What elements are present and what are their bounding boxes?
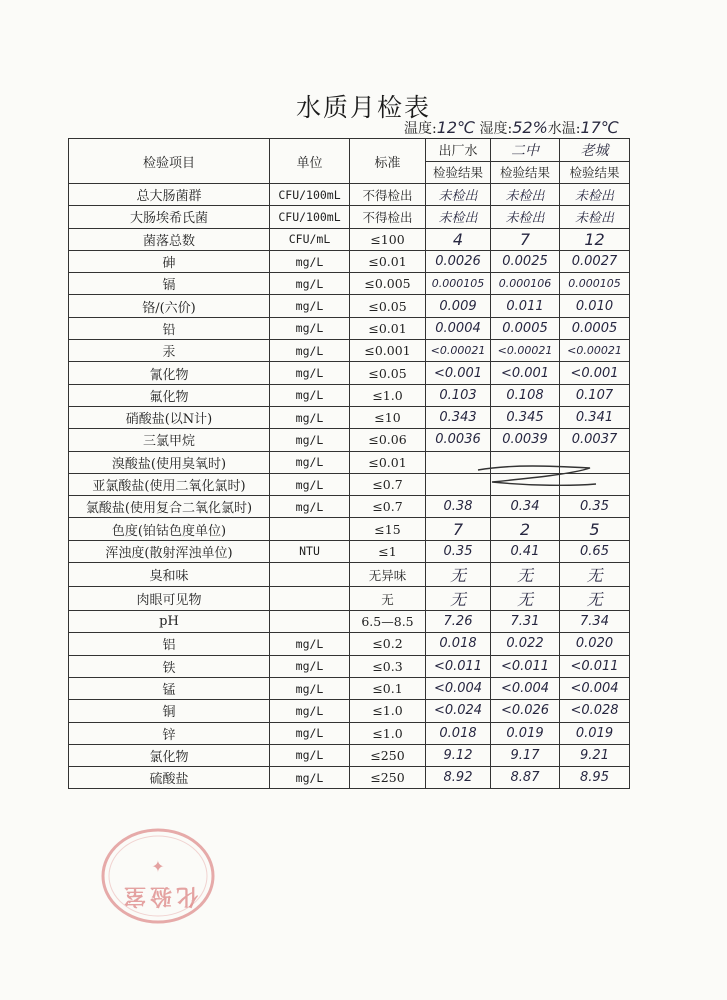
result-site-2: 9.17 <box>491 744 560 766</box>
unit-cell: mg/L <box>270 317 350 339</box>
result-site-3: 0.0027 <box>560 250 630 272</box>
result-site-2: 0.34 <box>491 496 560 518</box>
table-row <box>69 340 630 362</box>
table-row <box>69 406 630 428</box>
result-site-3: <0.001 <box>560 362 630 384</box>
result-site-1: 0.0026 <box>426 250 491 272</box>
conditions-line <box>404 118 644 138</box>
standard-cell: ≤0.3 <box>350 655 426 677</box>
test-item: 铬/(六价) <box>69 295 270 317</box>
standard-cell: ≤15 <box>350 518 426 540</box>
test-item: 菌落总数 <box>69 228 270 250</box>
result-site-2: 0.0039 <box>491 429 560 451</box>
result-site-2: 0.000106 <box>491 273 560 295</box>
standard-cell: 无异味 <box>350 563 426 587</box>
standard-cell: ≤0.7 <box>350 473 426 495</box>
table-row <box>69 184 630 206</box>
test-item: 亚氯酸盐(使用二氧化氯时) <box>69 473 270 495</box>
table-row <box>69 700 630 722</box>
result-site-2: <0.011 <box>491 655 560 677</box>
header-result-2: 检验结果 <box>491 161 560 184</box>
test-item: 铝 <box>69 633 270 655</box>
temperature-value: 12℃ <box>436 118 476 137</box>
unit-cell: mg/L <box>270 295 350 317</box>
table-row <box>69 540 630 562</box>
result-site-2: 0.0025 <box>491 250 560 272</box>
result-site-2: <0.00021 <box>491 340 560 362</box>
table-row <box>69 429 630 451</box>
result-site-1: 无 <box>426 563 491 587</box>
result-site-3: 8.95 <box>560 767 630 789</box>
svg-text:✦: ✦ <box>151 857 165 876</box>
test-item: 汞 <box>69 340 270 362</box>
page-title: 水质月检表 <box>295 93 431 122</box>
table-row <box>69 518 630 540</box>
standard-cell: 不得检出 <box>350 184 426 206</box>
result-site-2: 0.0005 <box>491 317 560 339</box>
table-row <box>69 362 630 384</box>
result-site-3: 0.107 <box>560 384 630 406</box>
table-row <box>69 563 630 587</box>
table-row <box>69 633 630 655</box>
test-item: 铅 <box>69 317 270 339</box>
result-site-2: 未检出 <box>491 184 560 206</box>
test-item: 臭和味 <box>69 563 270 587</box>
unit-cell: mg/L <box>270 273 350 295</box>
result-site-2: 0.019 <box>491 722 560 744</box>
standard-cell: ≤0.05 <box>350 362 426 384</box>
test-item: 色度(铂钴色度单位) <box>69 518 270 540</box>
unit-cell <box>270 611 350 633</box>
result-site-2: 0.108 <box>491 384 560 406</box>
result-site-3: 12 <box>560 228 630 250</box>
standard-cell: ≤250 <box>350 767 426 789</box>
header-standard: 标准 <box>350 139 426 184</box>
result-site-1: 7 <box>426 518 491 540</box>
test-item: 氯化物 <box>69 744 270 766</box>
test-item: 铁 <box>69 655 270 677</box>
result-site-3: 无 <box>560 563 630 587</box>
result-site-2: 2 <box>491 518 560 540</box>
test-item: 总大肠菌群 <box>69 184 270 206</box>
standard-cell: ≤0.01 <box>350 451 426 473</box>
result-site-2: 0.022 <box>491 633 560 655</box>
result-site-1: 0.0004 <box>426 317 491 339</box>
table-row <box>69 295 630 317</box>
test-item: 肉眼可见物 <box>69 587 270 611</box>
official-seal <box>98 826 218 926</box>
standard-cell: ≤10 <box>350 406 426 428</box>
unit-cell: mg/L <box>270 744 350 766</box>
table-row <box>69 677 630 699</box>
result-site-3: 0.019 <box>560 722 630 744</box>
result-site-3: 0.010 <box>560 295 630 317</box>
result-site-1: <0.001 <box>426 362 491 384</box>
header-unit: 单位 <box>270 139 350 184</box>
result-site-3: <0.00021 <box>560 340 630 362</box>
test-item: 大肠埃希氏菌 <box>69 206 270 228</box>
unit-cell: mg/L <box>270 677 350 699</box>
result-site-3: 0.35 <box>560 496 630 518</box>
test-item: 氟化物 <box>69 384 270 406</box>
test-item: 氰化物 <box>69 362 270 384</box>
result-site-1: 无 <box>426 587 491 611</box>
result-site-3: 0.000105 <box>560 273 630 295</box>
result-site-3: 0.020 <box>560 633 630 655</box>
result-site-3: 9.21 <box>560 744 630 766</box>
standard-cell: ≤1.0 <box>350 384 426 406</box>
standard-cell: 无 <box>350 587 426 611</box>
result-site-2: <0.001 <box>491 362 560 384</box>
water-temp-label: 水温: <box>547 121 581 137</box>
standard-cell: ≤250 <box>350 744 426 766</box>
header-result-3: 检验结果 <box>560 161 630 184</box>
result-site-3: 0.0037 <box>560 429 630 451</box>
result-site-1: <0.004 <box>426 677 491 699</box>
unit-cell: mg/L <box>270 384 350 406</box>
header-result-1: 检验结果 <box>426 161 491 184</box>
unit-cell: mg/L <box>270 406 350 428</box>
result-site-3: 0.65 <box>560 540 630 562</box>
header-site-3: 老城 <box>560 139 630 162</box>
header-site-1: 出厂水 <box>426 139 491 162</box>
result-site-3: 未检出 <box>560 184 630 206</box>
table-row <box>69 273 630 295</box>
unit-cell: CFU/mL <box>270 228 350 250</box>
standard-cell: ≤0.005 <box>350 273 426 295</box>
result-site-2: 0.345 <box>491 406 560 428</box>
result-site-1: 0.38 <box>426 496 491 518</box>
unit-cell: mg/L <box>270 473 350 495</box>
table-row <box>69 611 630 633</box>
test-item: pH <box>69 611 270 633</box>
header-row-top <box>69 139 630 162</box>
result-site-2: 7.31 <box>491 611 560 633</box>
unit-cell: mg/L <box>270 496 350 518</box>
result-site-1: 0.0036 <box>426 429 491 451</box>
humidity-label: 湿度: <box>479 121 513 137</box>
result-site-1: <0.011 <box>426 655 491 677</box>
result-site-1: 0.018 <box>426 722 491 744</box>
result-site-3: <0.011 <box>560 655 630 677</box>
table-row <box>69 228 630 250</box>
result-site-1: 0.018 <box>426 633 491 655</box>
header-site-2: 二中 <box>491 139 560 162</box>
not-applicable-strike <box>472 462 602 492</box>
test-item: 溴酸盐(使用臭氧时) <box>69 451 270 473</box>
result-site-2: 0.011 <box>491 295 560 317</box>
table-row <box>69 744 630 766</box>
result-site-3: 0.341 <box>560 406 630 428</box>
table-row <box>69 250 630 272</box>
test-item: 三氯甲烷 <box>69 429 270 451</box>
result-site-2: 未检出 <box>491 206 560 228</box>
result-site-3: 0.0005 <box>560 317 630 339</box>
result-site-3: <0.028 <box>560 700 630 722</box>
test-item: 铜 <box>69 700 270 722</box>
result-site-1: 0.009 <box>426 295 491 317</box>
result-site-1: 9.12 <box>426 744 491 766</box>
result-site-1: <0.00021 <box>426 340 491 362</box>
header-item: 检验项目 <box>69 139 270 184</box>
standard-cell: 6.5—8.5 <box>350 611 426 633</box>
temperature-label: 温度: <box>404 121 437 137</box>
standard-cell: ≤0.01 <box>350 317 426 339</box>
result-site-3: 5 <box>560 518 630 540</box>
test-item: 硝酸盐(以N计) <box>69 406 270 428</box>
unit-cell <box>270 518 350 540</box>
water-temp-value: 17℃ <box>580 118 619 137</box>
result-site-1: 4 <box>426 228 491 250</box>
test-item: 镉 <box>69 273 270 295</box>
standard-cell: ≤0.1 <box>350 677 426 699</box>
result-site-2: <0.004 <box>491 677 560 699</box>
unit-cell: mg/L <box>270 700 350 722</box>
standard-cell: ≤100 <box>350 228 426 250</box>
unit-cell <box>270 587 350 611</box>
unit-cell: CFU/100mL <box>270 184 350 206</box>
unit-cell: CFU/100mL <box>270 206 350 228</box>
result-site-1: 0.343 <box>426 406 491 428</box>
result-site-1: 7.26 <box>426 611 491 633</box>
standard-cell: ≤0.05 <box>350 295 426 317</box>
unit-cell: mg/L <box>270 429 350 451</box>
table-row <box>69 655 630 677</box>
standard-cell: ≤1 <box>350 540 426 562</box>
result-site-2: <0.026 <box>491 700 560 722</box>
result-site-3: 7.34 <box>560 611 630 633</box>
test-item: 硫酸盐 <box>69 767 270 789</box>
result-site-3: 未检出 <box>560 206 630 228</box>
result-site-1: 0.103 <box>426 384 491 406</box>
unit-cell: mg/L <box>270 250 350 272</box>
standard-cell: ≤0.2 <box>350 633 426 655</box>
unit-cell: mg/L <box>270 655 350 677</box>
result-site-2: 无 <box>491 587 560 611</box>
test-item: 氯酸盐(使用复合二氧化氯时) <box>69 496 270 518</box>
result-site-2: 0.41 <box>491 540 560 562</box>
standard-cell: ≤0.06 <box>350 429 426 451</box>
unit-cell: mg/L <box>270 767 350 789</box>
unit-cell: mg/L <box>270 340 350 362</box>
result-site-1: 8.92 <box>426 767 491 789</box>
standard-cell: 不得检出 <box>350 206 426 228</box>
unit-cell: NTU <box>270 540 350 562</box>
test-item: 浑浊度(散射浑浊单位) <box>69 540 270 562</box>
test-item: 锰 <box>69 677 270 699</box>
standard-cell: ≤0.001 <box>350 340 426 362</box>
table-row <box>69 496 630 518</box>
humidity-value: 52% <box>512 118 548 137</box>
table-row <box>69 587 630 611</box>
seal-text: 化验室 <box>120 883 199 908</box>
table-row <box>69 384 630 406</box>
result-site-2: 无 <box>491 563 560 587</box>
table-row <box>69 767 630 789</box>
table-row <box>69 317 630 339</box>
result-site-2: 8.87 <box>491 767 560 789</box>
result-site-1: 未检出 <box>426 184 491 206</box>
result-site-1: 0.000105 <box>426 273 491 295</box>
standard-cell: ≤0.7 <box>350 496 426 518</box>
unit-cell: mg/L <box>270 722 350 744</box>
result-site-1: <0.024 <box>426 700 491 722</box>
standard-cell: ≤0.01 <box>350 250 426 272</box>
result-site-2: 7 <box>491 228 560 250</box>
unit-cell <box>270 563 350 587</box>
test-item: 锌 <box>69 722 270 744</box>
test-item: 砷 <box>69 250 270 272</box>
unit-cell: mg/L <box>270 362 350 384</box>
standard-cell: ≤1.0 <box>350 700 426 722</box>
table-row <box>69 722 630 744</box>
result-site-1: 未检出 <box>426 206 491 228</box>
unit-cell: mg/L <box>270 451 350 473</box>
result-site-3: 无 <box>560 587 630 611</box>
table-row <box>69 206 630 228</box>
result-site-1: 0.35 <box>426 540 491 562</box>
standard-cell: ≤1.0 <box>350 722 426 744</box>
result-site-3: <0.004 <box>560 677 630 699</box>
unit-cell: mg/L <box>270 633 350 655</box>
